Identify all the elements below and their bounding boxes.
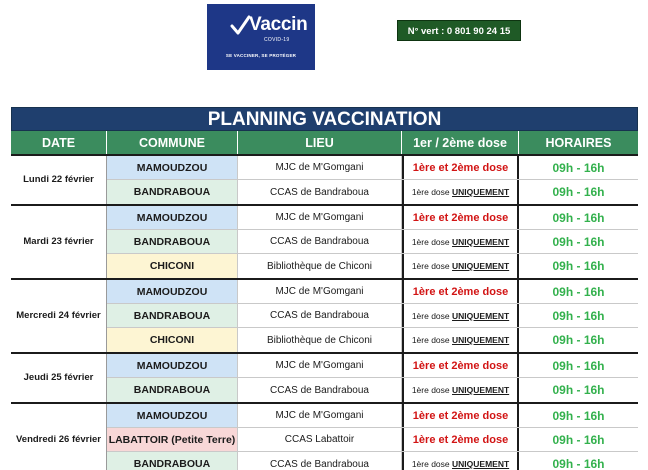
table-row: [107, 304, 638, 328]
dose-cell: [402, 378, 519, 402]
header-lieu: LIEU: [238, 131, 402, 154]
commune-cell: BANDRABOUA: [107, 452, 238, 470]
day-rows: [107, 354, 638, 402]
day-block: [11, 278, 638, 352]
dose-prefix: 1ère dose: [411, 310, 450, 321]
day-date: Mercredi 24 février: [11, 280, 107, 352]
dose-cell: [402, 452, 519, 470]
dose-prefix: 1ère dose: [411, 459, 450, 469]
dose-suffix: UNIQUEMENT: [452, 335, 510, 345]
lieu-cell: CCAS de Bandraboua: [238, 180, 402, 204]
table-row: [107, 156, 638, 180]
lieu-cell: CCAS de Bandraboua: [238, 304, 402, 327]
table-row: [107, 180, 638, 204]
lieu-cell: MJC de M'Gomgani: [238, 280, 402, 303]
lieu-cell: Bibliothèque de Chiconi: [238, 328, 402, 352]
day-block: [11, 352, 638, 402]
dose-cell: [402, 304, 519, 327]
dose-text: 1ère et 2ème dose: [412, 161, 509, 174]
day-date: Lundi 22 février: [11, 156, 107, 204]
vaccin-covid-logo: [207, 4, 315, 70]
hours-cell: 09h - 16h: [552, 333, 605, 347]
dose-suffix: UNIQUEMENT: [452, 385, 510, 395]
dose-text: [412, 311, 509, 321]
dose-text: [412, 459, 509, 469]
hours-cell: 09h - 16h: [552, 210, 605, 225]
dose-cell: [402, 254, 519, 278]
day-block: [11, 204, 638, 278]
dose-suffix: UNIQUEMENT: [452, 236, 510, 247]
dose-text: [412, 187, 509, 197]
hours-cell: 09h - 16h: [552, 408, 605, 423]
table-row: [107, 280, 638, 304]
commune-cell: MAMOUDZOU: [107, 404, 238, 427]
commune-cell: MAMOUDZOU: [107, 156, 238, 179]
dose-text: [412, 335, 509, 345]
dose-suffix: UNIQUEMENT: [452, 261, 510, 271]
lieu-cell: MJC de M'Gomgani: [238, 206, 402, 229]
hours-cell: 09h - 16h: [552, 383, 605, 397]
hours-cell: 09h - 16h: [552, 432, 605, 447]
day-rows: [107, 156, 638, 204]
vaccination-schedule: [11, 107, 638, 470]
lieu-cell: CCAS de Bandraboua: [238, 378, 402, 402]
dose-text: 1ère et 2ème dose: [412, 359, 509, 372]
dose-prefix: 1ère dose: [411, 335, 450, 345]
dose-prefix: 1ère dose: [411, 236, 450, 247]
commune-cell: MAMOUDZOU: [107, 206, 238, 229]
day-rows: [107, 280, 638, 352]
table-header: [11, 131, 638, 154]
commune-cell: CHICONI: [107, 328, 238, 352]
table-row: [107, 328, 638, 352]
dose-cell: [402, 230, 519, 253]
table-row: [107, 354, 638, 378]
day-date: Mardi 23 février: [11, 206, 107, 278]
dose-text: [412, 237, 509, 247]
hours-cell: 09h - 16h: [552, 234, 605, 249]
hours-cell: 09h - 16h: [552, 358, 605, 373]
dose-prefix: 1ère dose: [411, 261, 450, 271]
dose-text: [412, 385, 509, 395]
check-shield-icon: [229, 14, 251, 38]
dose-text: 1ère et 2ème dose: [412, 285, 509, 298]
hours-cell: 09h - 16h: [552, 259, 605, 273]
dose-text: 1ère et 2ème dose: [412, 409, 509, 422]
commune-cell: BANDRABOUA: [107, 378, 238, 402]
day-block: [11, 402, 638, 470]
dose-prefix: 1ère dose: [411, 385, 450, 395]
hotline-badge: N° vert : 0 801 90 24 15: [397, 20, 521, 41]
table-row: [107, 230, 638, 254]
commune-cell: BANDRABOUA: [107, 230, 238, 253]
day-rows: [107, 206, 638, 278]
dose-text: 1ère et 2ème dose: [412, 211, 509, 224]
lieu-cell: CCAS de Bandraboua: [238, 452, 402, 470]
table-row: [107, 378, 638, 402]
commune-cell: BANDRABOUA: [107, 304, 238, 327]
header-hours: HORAIRES: [545, 135, 612, 150]
dose-prefix: 1ère dose: [411, 187, 450, 197]
dose-cell: [402, 354, 519, 377]
logo-brand: Vaccin: [249, 14, 308, 35]
dose-suffix: UNIQUEMENT: [452, 310, 510, 321]
logo-sub: COVID-19: [264, 37, 290, 43]
dose-cell: [402, 206, 519, 229]
commune-cell: CHICONI: [107, 254, 238, 278]
commune-cell: MAMOUDZOU: [107, 280, 238, 303]
dose-cell: [402, 180, 519, 204]
hours-cell: 09h - 16h: [552, 160, 605, 175]
lieu-cell: MJC de M'Gomgani: [238, 404, 402, 427]
dose-cell: [402, 156, 519, 179]
day-block: [11, 154, 638, 204]
dose-cell: [402, 328, 519, 352]
schedule-body: [11, 154, 638, 470]
dose-suffix: UNIQUEMENT: [452, 459, 510, 469]
dose-cell: [402, 404, 519, 427]
lieu-cell: CCAS de Bandraboua: [238, 230, 402, 253]
commune-cell: BANDRABOUA: [107, 180, 238, 204]
lieu-cell: MJC de M'Gomgani: [238, 354, 402, 377]
day-date: Jeudi 25 février: [11, 354, 107, 402]
table-row: [107, 404, 638, 428]
schedule-title: PLANNING VACCINATION: [11, 107, 638, 131]
hours-cell: 09h - 16h: [552, 185, 605, 199]
hours-cell: 09h - 16h: [552, 457, 605, 470]
lieu-cell: MJC de M'Gomgani: [238, 156, 402, 179]
dose-suffix: UNIQUEMENT: [452, 187, 510, 197]
day-date: Vendredi 26 février: [11, 404, 107, 470]
dose-cell: [402, 280, 519, 303]
dose-text: [412, 261, 509, 271]
header-commune: COMMUNE: [107, 131, 238, 154]
header-date: DATE: [11, 131, 107, 154]
commune-cell: MAMOUDZOU: [107, 354, 238, 377]
table-row: [107, 254, 638, 278]
dose-text: 1ère et 2ème dose: [412, 433, 509, 446]
header-dose: 1er / 2ème dose: [402, 131, 519, 154]
logo-tagline: SE VACCINER, SE PROTÉGER: [225, 53, 297, 58]
day-rows: [107, 404, 638, 470]
table-row: [107, 452, 638, 470]
table-row: [107, 206, 638, 230]
lieu-cell: CCAS Labattoir: [238, 428, 402, 451]
commune-cell: LABATTOIR (Petite Terre): [107, 428, 238, 451]
hours-cell: 09h - 16h: [552, 284, 605, 299]
dose-cell: [402, 428, 519, 451]
lieu-cell: Bibliothèque de Chiconi: [238, 254, 402, 278]
hours-cell: 09h - 16h: [552, 308, 605, 323]
table-row: [107, 428, 638, 452]
